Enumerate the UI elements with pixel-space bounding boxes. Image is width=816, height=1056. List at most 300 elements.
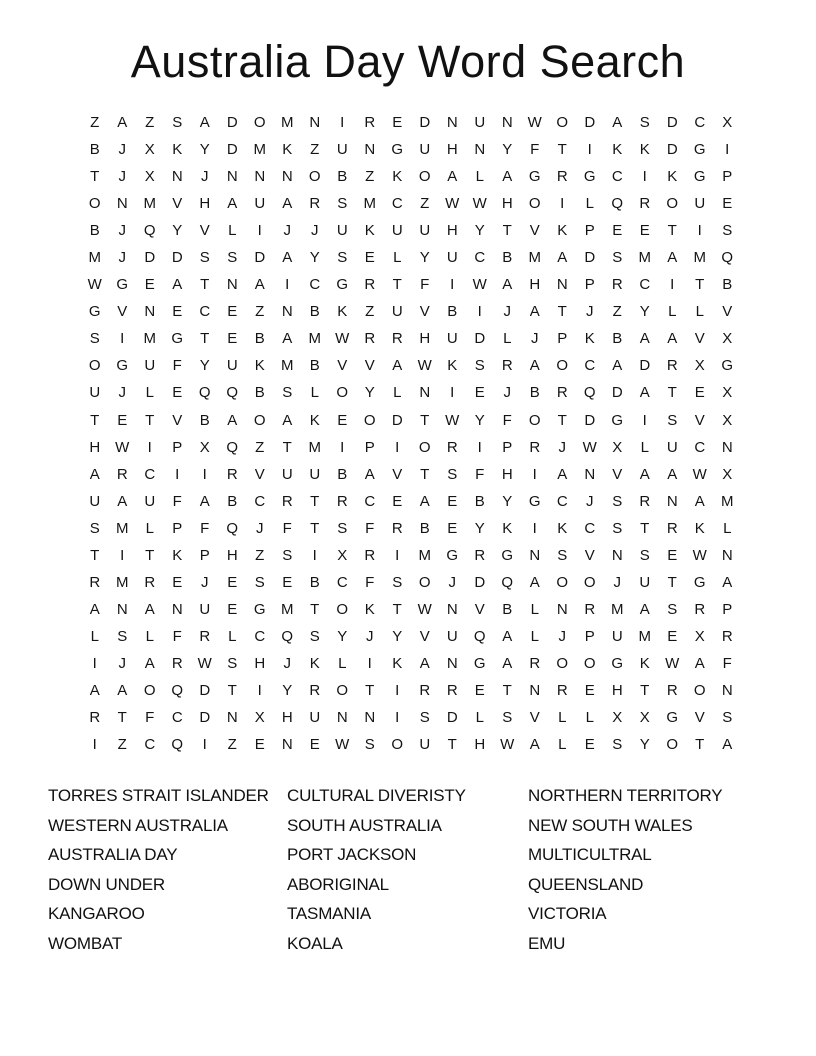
grid-letter: T [310, 600, 320, 618]
grid-letter: D [226, 141, 238, 159]
grid-letter: C [144, 736, 156, 754]
grid-letter: A [557, 465, 568, 483]
grid-letter: L [585, 709, 594, 727]
grid-letter: I [450, 276, 455, 294]
grid-letter: Z [227, 736, 237, 754]
grid-letter: W [445, 411, 460, 429]
grid-letter: W [472, 195, 487, 213]
grid-letter: P [722, 168, 733, 186]
grid-letter: T [310, 492, 320, 510]
grid-letter: K [694, 519, 705, 537]
grid-letter: F [365, 573, 375, 591]
grid-letter: R [666, 357, 678, 375]
grid-letter: B [474, 492, 485, 510]
grid-letter: A [639, 600, 650, 618]
grid-letter: K [392, 654, 403, 672]
grid-letter: T [667, 573, 677, 591]
grid-letter: T [667, 222, 677, 240]
grid-letter: Y [199, 357, 210, 375]
grid-letter: U [666, 438, 678, 456]
grid-letter: Y [172, 222, 183, 240]
grid-letter: V [474, 600, 485, 618]
grid-letter: N [171, 168, 183, 186]
grid-letter: M [308, 438, 321, 456]
grid-letter: T [200, 330, 210, 348]
grid-letter: T [447, 736, 457, 754]
grid-letter: M [693, 249, 706, 267]
grid-letter: O [336, 682, 349, 699]
grid-letter: O [693, 682, 706, 699]
grid-letter: F [530, 141, 540, 159]
grid-letter: L [228, 222, 237, 240]
grid-letter: B [89, 141, 100, 159]
grid-letter: X [722, 114, 733, 132]
grid-letter: C [694, 114, 706, 132]
grid-letter: U [281, 465, 293, 483]
grid-letter: C [336, 573, 348, 591]
grid-letter: V [529, 222, 540, 240]
grid-letter: I [147, 438, 152, 456]
grid-letter: G [391, 141, 404, 159]
grid-letter: K [364, 222, 375, 240]
grid-letter: W [582, 438, 597, 456]
grid-letter: R [171, 654, 183, 672]
grid-letter: W [472, 276, 487, 294]
grid-letter: L [145, 384, 154, 402]
grid-letter: G [88, 303, 101, 321]
grid-letter: N [364, 709, 376, 727]
word-list-item: WESTERN AUSTRALIA [48, 815, 228, 835]
grid-letter: S [667, 600, 678, 618]
grid-letter: Z [255, 303, 265, 321]
grid-letter: O [556, 654, 569, 672]
grid-letter: O [308, 168, 321, 186]
word-search-grid [81, 109, 741, 758]
grid-letter: B [337, 168, 348, 186]
grid-letter: B [227, 492, 238, 510]
grid-letter: V [694, 411, 705, 429]
grid-letter: Y [474, 411, 485, 429]
grid-letter: G [528, 492, 541, 510]
grid-letter: S [639, 546, 650, 564]
grid-letter: N [226, 276, 238, 294]
grid-letter: B [529, 384, 540, 402]
grid-letter: I [697, 222, 702, 240]
grid-letter: R [584, 600, 596, 618]
grid-letter: P [557, 330, 568, 348]
grid-letter: W [527, 114, 542, 132]
grid-letter: W [692, 546, 707, 564]
grid-letter: N [116, 195, 128, 213]
grid-letter: A [557, 249, 568, 267]
grid-letter: O [528, 195, 541, 213]
grid-letter: S [227, 249, 238, 267]
grid-letter: E [172, 573, 183, 591]
grid-letter: V [337, 357, 348, 375]
grid-letter: G [666, 709, 679, 727]
grid-letter: I [340, 438, 345, 456]
grid-letter: V [172, 411, 183, 429]
grid-letter: I [367, 654, 372, 672]
grid-letter: N [281, 303, 293, 321]
grid-letter: R [556, 682, 568, 699]
grid-letter: V [694, 330, 705, 348]
grid-letter: X [144, 141, 155, 159]
grid-letter: G [116, 276, 129, 294]
grid-letter: I [642, 168, 647, 186]
grid-letter: I [587, 141, 592, 159]
grid-letter: I [120, 330, 125, 348]
grid-letter: O [556, 114, 569, 132]
grid-letter: M [418, 546, 431, 564]
grid-letter: A [89, 465, 100, 483]
grid-letter: L [558, 736, 567, 754]
grid-letter: B [309, 573, 320, 591]
grid-letter: F [172, 627, 182, 645]
grid-letter: M [638, 249, 651, 267]
word-list-item: MULTICULTRAL [528, 845, 652, 865]
grid-letter: A [694, 654, 705, 672]
word-list-item: TASMANIA [287, 904, 372, 924]
grid-letter: S [337, 249, 348, 267]
grid-letter: Y [282, 682, 293, 699]
grid-letter: M [116, 519, 129, 537]
grid-letter: G [611, 411, 624, 429]
grid-letter: N [254, 168, 266, 186]
grid-letter: R [281, 492, 293, 510]
grid-letter: J [586, 303, 594, 321]
word-list-item: NEW SOUTH WALES [528, 815, 693, 835]
grid-letter: E [172, 384, 183, 402]
grid-letter: T [667, 384, 677, 402]
grid-letter: A [144, 600, 155, 618]
grid-letter: O [253, 411, 266, 429]
grid-letter: R [721, 627, 733, 645]
grid-letter: V [722, 303, 733, 321]
grid-letter: A [639, 384, 650, 402]
grid-letter: D [254, 249, 266, 267]
grid-letter: D [666, 141, 678, 159]
grid-letter: A [667, 249, 678, 267]
grid-letter: Y [474, 519, 485, 537]
grid-letter: Z [420, 195, 430, 213]
grid-letter: R [529, 654, 541, 672]
grid-letter: S [612, 492, 623, 510]
grid-letter: I [285, 276, 290, 294]
grid-letter: A [144, 654, 155, 672]
grid-letter: J [118, 654, 126, 672]
grid-letter: M [281, 114, 294, 132]
grid-letter: E [227, 573, 238, 591]
grid-letter: S [254, 573, 265, 591]
grid-letter: M [253, 141, 266, 159]
grid-letter: Q [198, 384, 211, 402]
word-list-item: WOMBAT [48, 933, 123, 953]
grid-letter: B [419, 519, 430, 537]
grid-letter: I [257, 682, 262, 699]
grid-letter: D [419, 114, 431, 132]
grid-letter: J [558, 627, 566, 645]
grid-letter: A [612, 357, 623, 375]
grid-letter: L [228, 627, 237, 645]
grid-letter: A [722, 573, 733, 591]
grid-letter: D [474, 330, 486, 348]
grid-letter: H [446, 141, 458, 159]
grid-letter: Y [199, 141, 210, 159]
grid-letter: K [337, 303, 348, 321]
grid-letter: Q [721, 249, 734, 267]
grid-letter: S [722, 222, 733, 240]
grid-letter: T [640, 519, 650, 537]
grid-letter: J [201, 573, 209, 591]
grid-letter: R [199, 627, 211, 645]
grid-letter: O [556, 357, 569, 375]
grid-letter: J [613, 573, 621, 591]
grid-letter: R [391, 330, 403, 348]
grid-letter: K [309, 654, 320, 672]
grid-letter: U [419, 736, 431, 754]
word-list-column [48, 781, 269, 959]
grid-letter: O [418, 438, 431, 456]
grid-letter: S [612, 249, 623, 267]
grid-letter: D [199, 682, 211, 699]
grid-letter: I [395, 546, 400, 564]
grid-letter: I [202, 465, 207, 483]
grid-letter: K [392, 168, 403, 186]
word-list-item: CULTURAL DIVERISTY [287, 786, 466, 805]
grid-letter: N [364, 141, 376, 159]
grid-letter: K [639, 141, 650, 159]
grid-letter: K [254, 357, 265, 375]
grid-letter: Z [90, 114, 100, 132]
grid-letter: O [253, 114, 266, 132]
word-list-item: DOWN UNDER [48, 874, 165, 894]
grid-letter: S [337, 519, 348, 537]
grid-letter: I [175, 465, 180, 483]
grid-letter: J [503, 384, 511, 402]
grid-letter: Y [502, 141, 513, 159]
grid-letter: R [364, 546, 376, 564]
word-list-item: KOALA [287, 933, 343, 953]
grid-letter: T [90, 411, 100, 429]
grid-letter: S [612, 736, 623, 754]
grid-letter: D [474, 573, 486, 591]
grid-letter: B [502, 600, 513, 618]
grid-letter: U [419, 222, 431, 240]
grid-letter: H [281, 709, 293, 727]
grid-letter: R [556, 168, 568, 186]
grid-letter: L [723, 519, 732, 537]
grid-letter: C [144, 465, 156, 483]
grid-letter: N [336, 709, 348, 727]
grid-letter: R [336, 492, 348, 510]
grid-letter: U [226, 357, 238, 375]
grid-letter: B [612, 330, 623, 348]
grid-letter: Y [392, 627, 403, 645]
grid-letter: U [391, 222, 403, 240]
grid-letter: Y [639, 303, 650, 321]
grid-letter: S [337, 195, 348, 213]
grid-letter: T [557, 141, 567, 159]
grid-letter: R [639, 492, 651, 510]
grid-letter: C [584, 519, 596, 537]
grid-letter: B [254, 384, 265, 402]
grid-letter: U [611, 627, 623, 645]
grid-letter: E [584, 736, 595, 754]
grid-letter: S [89, 330, 100, 348]
grid-letter: D [391, 411, 403, 429]
grid-letter: U [446, 627, 458, 645]
grid-letter: K [172, 141, 183, 159]
grid-letter: H [446, 222, 458, 240]
grid-letter: N [584, 465, 596, 483]
grid-letter: J [311, 222, 319, 240]
grid-letter: A [282, 330, 293, 348]
grid-letter: P [172, 438, 183, 456]
grid-letter: W [197, 654, 212, 672]
grid-letter: C [694, 438, 706, 456]
grid-letter: U [446, 249, 458, 267]
grid-letter: A [199, 114, 210, 132]
grid-letter: C [254, 627, 266, 645]
grid-letter: O [418, 168, 431, 186]
grid-letter: G [611, 654, 624, 672]
grid-letter: N [501, 114, 513, 132]
grid-letter: R [446, 682, 458, 699]
grid-letter: F [502, 411, 512, 429]
grid-letter: T [557, 411, 567, 429]
grid-letter: L [585, 195, 594, 213]
grid-letter: U [694, 195, 706, 213]
grid-letter: Z [117, 736, 127, 754]
word-list-item: KANGAROO [48, 904, 145, 924]
grid-letter: L [695, 303, 704, 321]
grid-letter: U [309, 709, 321, 727]
grid-letter: E [227, 330, 238, 348]
grid-letter: H [89, 438, 101, 456]
grid-letter: W [692, 465, 707, 483]
grid-letter: U [446, 330, 458, 348]
grid-letter: U [89, 492, 101, 510]
grid-letter: C [309, 276, 321, 294]
grid-letter: N [309, 114, 321, 132]
grid-letter: Y [309, 249, 320, 267]
grid-letter: I [395, 682, 400, 699]
grid-letter: T [502, 682, 512, 699]
grid-letter: E [392, 492, 403, 510]
grid-letter: I [92, 654, 97, 672]
grid-letter: S [419, 709, 430, 727]
grid-letter: Q [171, 736, 184, 754]
grid-letter: A [694, 492, 705, 510]
grid-letter: G [336, 276, 349, 294]
grid-letter: Y [474, 222, 485, 240]
word-list-item: PORT JACKSON [287, 845, 417, 865]
grid-letter: H [611, 682, 623, 699]
grid-letter: E [722, 195, 733, 213]
grid-letter: R [446, 438, 458, 456]
word-list [0, 781, 816, 966]
grid-letter: L [145, 627, 154, 645]
grid-letter: D [226, 114, 238, 132]
grid-letter: O [528, 411, 541, 429]
grid-letter: H [254, 654, 266, 672]
grid-letter: F [172, 492, 182, 510]
grid-letter: H [474, 736, 486, 754]
grid-letter: I [642, 411, 647, 429]
grid-letter: Q [583, 384, 596, 402]
grid-letter: A [612, 114, 623, 132]
grid-letter: V [419, 303, 430, 321]
grid-letter: W [335, 330, 350, 348]
grid-letter: L [310, 384, 319, 402]
grid-letter: S [117, 627, 128, 645]
grid-letter: V [172, 195, 183, 213]
grid-letter: Q [143, 222, 156, 240]
grid-letter: T [695, 276, 705, 294]
grid-letter: S [667, 411, 678, 429]
word-list-item: TORRES STRAIT ISLANDER [48, 786, 269, 805]
grid-letter: A [117, 492, 128, 510]
grid-letter: L [530, 627, 539, 645]
grid-letter: F [145, 709, 155, 727]
grid-letter: Z [255, 438, 265, 456]
grid-letter: Q [281, 627, 294, 645]
grid-letter: J [586, 492, 594, 510]
grid-letter: K [557, 222, 568, 240]
grid-letter: M [528, 249, 541, 267]
grid-letter: C [556, 492, 568, 510]
grid-letter: N [446, 600, 458, 618]
grid-letter: E [612, 222, 623, 240]
grid-letter: M [88, 249, 101, 267]
grid-letter: S [89, 519, 100, 537]
grid-letter: D [639, 357, 651, 375]
grid-letter: A [447, 168, 458, 186]
grid-letter: Q [226, 384, 239, 402]
grid-letter: C [254, 492, 266, 510]
grid-letter: S [309, 627, 320, 645]
grid-letter: T [145, 546, 155, 564]
grid-letter: K [502, 519, 513, 537]
grid-letter: L [530, 600, 539, 618]
grid-letter: C [364, 492, 376, 510]
grid-letter: O [666, 195, 679, 213]
grid-letter: W [500, 736, 515, 754]
grid-letter: A [722, 736, 733, 754]
grid-letter: N [171, 600, 183, 618]
grid-letter: G [446, 546, 459, 564]
grid-letter: I [532, 519, 537, 537]
grid-letter: W [115, 438, 130, 456]
grid-letter: A [502, 654, 513, 672]
word-list-column [528, 781, 722, 959]
grid-letter: U [336, 222, 348, 240]
grid-letter: A [419, 654, 430, 672]
grid-letter: J [118, 141, 126, 159]
grid-letter: A [667, 465, 678, 483]
grid-letter: I [560, 195, 565, 213]
grid-letter: D [611, 384, 623, 402]
grid-letter: N [116, 600, 128, 618]
grid-letter: A [117, 682, 128, 699]
grid-letter: Q [473, 627, 486, 645]
grid-letter: Q [171, 682, 184, 699]
grid-letter: V [612, 465, 623, 483]
grid-letter: V [117, 303, 128, 321]
grid-letter: U [309, 465, 321, 483]
grid-letter: B [89, 222, 100, 240]
